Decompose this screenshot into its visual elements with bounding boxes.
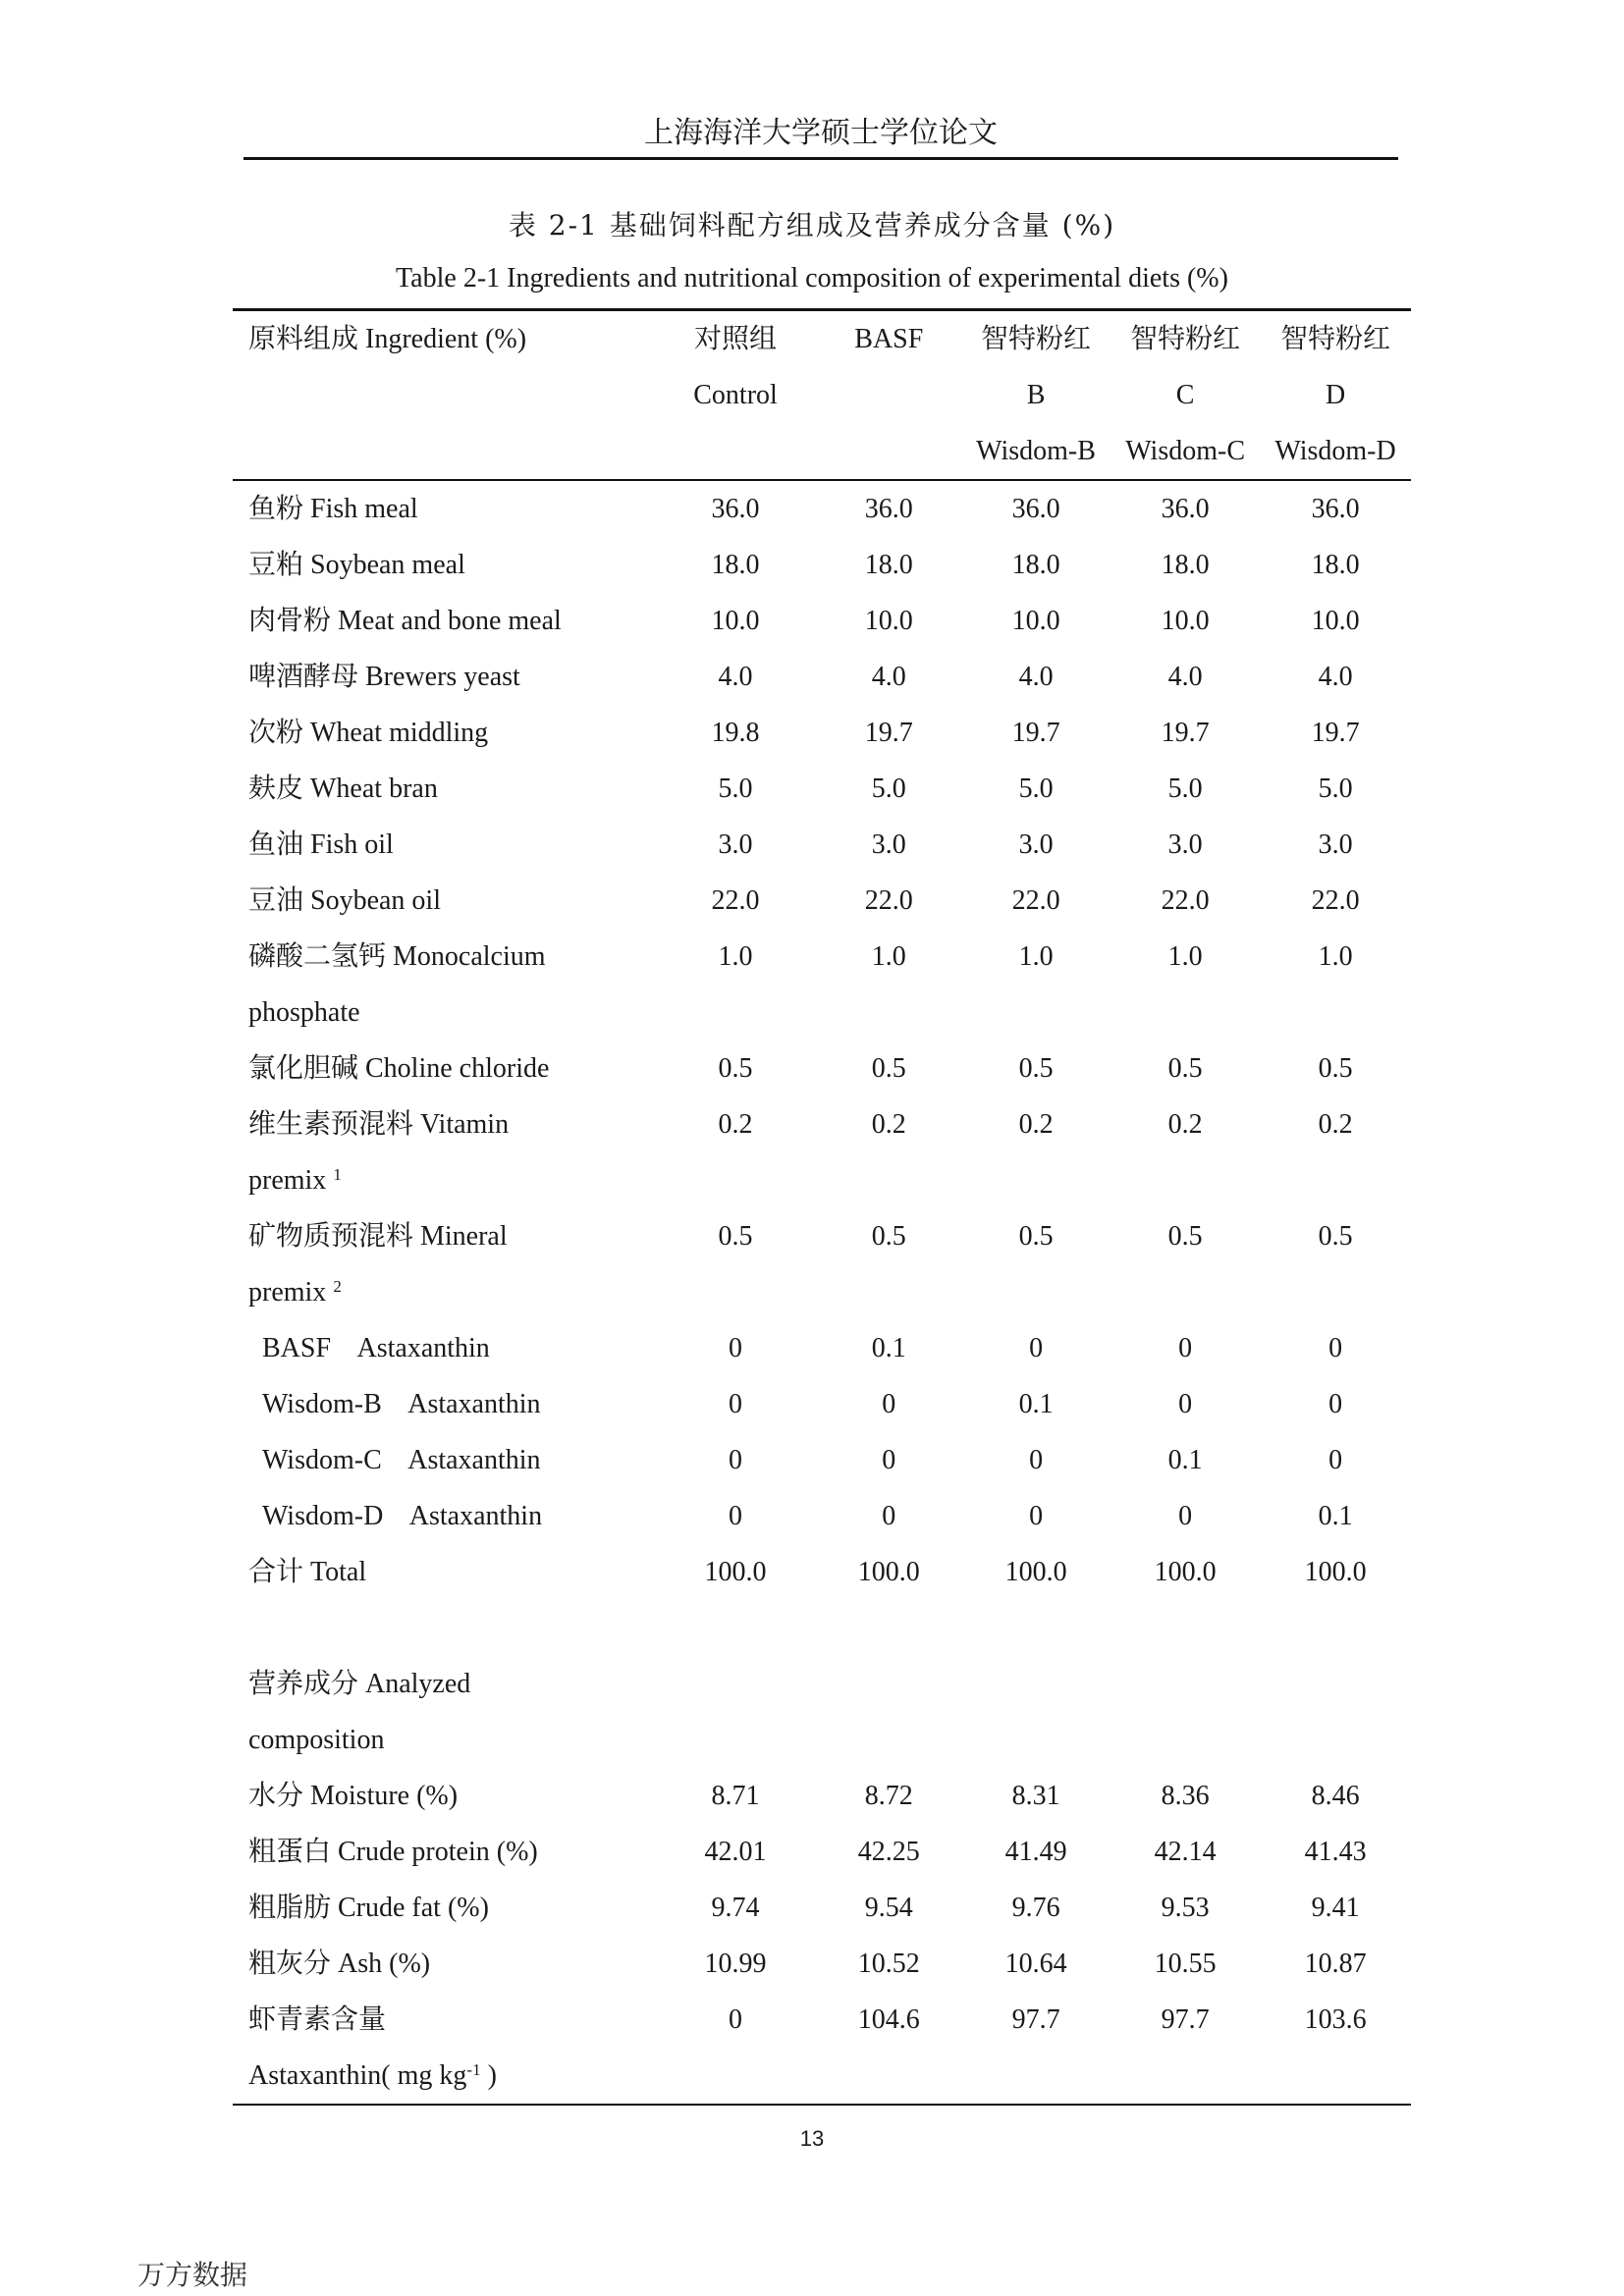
ingredient-cell: 啤酒酵母 Brewers yeast	[248, 662, 520, 692]
header-cell: Wisdom-C	[1110, 423, 1260, 480]
value-cell: 100.0	[1304, 1557, 1367, 1587]
value-cell: 3.0	[1018, 829, 1054, 860]
value-cell: 0.1	[871, 1333, 906, 1363]
running-header: 上海海洋大学硕士学位论文	[644, 117, 998, 149]
value-cell: 97.7	[1011, 2004, 1060, 2035]
value-cell: 100.0	[1154, 1557, 1217, 1587]
page-number: 13	[799, 2126, 825, 2151]
section-heading-cell: 营养成分 Analyzed	[248, 1669, 471, 1699]
value-cell: 19.7	[864, 718, 913, 748]
value-cell: 0.5	[1318, 1053, 1353, 1084]
table-row-wheat-bran	[233, 761, 1411, 817]
value-cell: 3.0	[1167, 829, 1203, 860]
value-cell: 10.0	[711, 606, 760, 636]
value-cell: 8.36	[1161, 1781, 1210, 1811]
value-cell: 0.5	[1018, 1221, 1054, 1252]
value-cell: 41.43	[1304, 1837, 1367, 1867]
header-cell: 智特粉红	[961, 310, 1110, 368]
value-cell: 0.5	[1018, 1053, 1054, 1084]
unit-exponent: -1	[466, 2060, 481, 2079]
diet-composition-table	[233, 308, 1411, 2106]
ingredient-cell: Wisdom-C Astaxanthin	[262, 1445, 541, 1475]
ingredient-text: premix	[248, 1165, 327, 1196]
header-cell: Wisdom-B	[961, 423, 1110, 480]
value-cell: 41.49	[1004, 1837, 1067, 1867]
value-cell: 0	[1178, 1333, 1193, 1363]
value-cell: 1.0	[871, 941, 906, 972]
header-cell: C	[1175, 380, 1195, 410]
value-cell: 0	[1328, 1333, 1343, 1363]
table-spacer-row	[233, 1600, 1411, 1656]
header-cell: BASF	[817, 310, 961, 368]
table-header-row	[233, 423, 1411, 480]
header-cell	[654, 423, 816, 480]
header-cell: Wisdom-D	[1260, 423, 1411, 480]
table-header-row	[233, 367, 1411, 423]
ingredient-cell: 豆油 Soybean oil	[248, 885, 441, 916]
table-row-astaxanthin-content	[233, 1992, 1411, 2048]
table-row-wisdom-c-astaxanthin	[233, 1432, 1411, 1488]
table-row-mineral-premix	[233, 1208, 1411, 1264]
header-cell: Control	[693, 380, 778, 410]
table-row-continuation	[233, 1712, 1411, 1768]
ingredient-cell-continued	[233, 2048, 654, 2105]
table-row-continuation	[233, 2048, 1411, 2105]
watermark-text: 万方数据	[137, 2259, 248, 2291]
value-cell: 3.0	[1318, 829, 1353, 860]
value-cell: 0.2	[1167, 1109, 1203, 1140]
value-cell: 1.0	[1167, 941, 1203, 972]
value-cell: 10.0	[1011, 606, 1060, 636]
value-cell: 0.5	[1167, 1053, 1203, 1084]
value-cell: 0.5	[871, 1221, 906, 1252]
value-cell: 10.64	[1004, 1949, 1067, 1979]
value-cell: 0.1	[1167, 1445, 1203, 1475]
value-cell: 8.71	[711, 1781, 760, 1811]
footnote-marker: 1	[333, 1165, 342, 1184]
value-cell: 4.0	[1318, 662, 1353, 692]
value-cell: 0	[729, 1501, 743, 1531]
value-cell: 9.74	[711, 1893, 760, 1923]
value-cell: 0.5	[1318, 1221, 1353, 1252]
ingredient-cell: 磷酸二氢钙 Monocalcium	[248, 941, 546, 972]
table-row-continuation	[233, 1264, 1411, 1320]
ingredient-cell-continued	[233, 1264, 654, 1320]
value-cell: 8.31	[1011, 1781, 1060, 1811]
value-cell: 0.5	[718, 1053, 753, 1084]
value-cell: 10.55	[1154, 1949, 1217, 1979]
value-cell: 42.01	[704, 1837, 767, 1867]
table-row-analyzed-heading	[233, 1656, 1411, 1712]
value-cell: 18.0	[1011, 550, 1060, 580]
value-cell: 0	[1178, 1389, 1193, 1419]
value-cell: 9.41	[1311, 1893, 1360, 1923]
value-cell: 0	[882, 1445, 896, 1475]
header-cell	[233, 423, 654, 480]
table-row-soybean-meal	[233, 537, 1411, 593]
value-cell: 5.0	[871, 774, 906, 804]
value-cell: 9.54	[864, 1893, 913, 1923]
table-row-moisture	[233, 1768, 1411, 1824]
table-row-fish-meal	[233, 480, 1411, 537]
table-row-fish-oil	[233, 817, 1411, 873]
value-cell: 10.0	[1161, 606, 1210, 636]
table-caption-chinese: 表 2-1 基础饲料配方组成及营养成分含量 (%)	[508, 209, 1116, 241]
ingredient-cell: 麸皮 Wheat bran	[248, 774, 438, 804]
ingredient-cell: 矿物质预混料 Mineral	[248, 1221, 508, 1252]
value-cell: 0.2	[1018, 1109, 1054, 1140]
header-cell: 对照组	[654, 310, 816, 368]
value-cell: 0.1	[1018, 1389, 1054, 1419]
ingredient-cell: 粗灰分 Ash (%)	[248, 1949, 431, 1979]
value-cell: 0.2	[718, 1109, 753, 1140]
ingredient-text: premix	[248, 1277, 327, 1308]
value-cell: 1.0	[1318, 941, 1353, 972]
unit-close: )	[480, 2060, 497, 2091]
ingredient-cell: Wisdom-D Astaxanthin	[262, 1501, 543, 1531]
value-cell: 36.0	[864, 494, 913, 524]
value-cell: 0	[1328, 1389, 1343, 1419]
table-row-continuation	[233, 985, 1411, 1041]
value-cell: 3.0	[718, 829, 753, 860]
table-row-wisdom-b-astaxanthin	[233, 1376, 1411, 1432]
value-cell: 97.7	[1161, 2004, 1210, 2035]
value-cell: 5.0	[1318, 774, 1353, 804]
value-cell: 36.0	[1311, 494, 1360, 524]
value-cell: 100.0	[1004, 1557, 1067, 1587]
table-row-choline-chloride	[233, 1041, 1411, 1096]
value-cell: 10.99	[704, 1949, 767, 1979]
value-cell: 22.0	[1011, 885, 1060, 916]
value-cell: 18.0	[1311, 550, 1360, 580]
ingredient-cell: 水分 Moisture (%)	[248, 1781, 459, 1811]
table-row-vitamin-premix	[233, 1096, 1411, 1152]
value-cell: 36.0	[1161, 494, 1210, 524]
value-cell: 9.76	[1011, 1893, 1060, 1923]
table-row-ash	[233, 1936, 1411, 1992]
ingredient-cell: 合计 Total	[248, 1557, 367, 1587]
table-row-crude-protein	[233, 1824, 1411, 1880]
value-cell: 10.52	[857, 1949, 920, 1979]
table-row-brewers-yeast	[233, 649, 1411, 705]
value-cell: 19.8	[711, 718, 760, 748]
table-row-crude-fat	[233, 1880, 1411, 1936]
value-cell: 0	[1029, 1445, 1044, 1475]
ingredient-cell: 氯化胆碱 Choline chloride	[248, 1053, 550, 1084]
ingredient-cell: 维生素预混料 Vitamin	[248, 1109, 510, 1140]
value-cell: 0	[1328, 1445, 1343, 1475]
table-row-meat-bone-meal	[233, 593, 1411, 649]
value-cell: 0.2	[871, 1109, 906, 1140]
value-cell: 3.0	[871, 829, 906, 860]
table-row-basf-astaxanthin	[233, 1320, 1411, 1376]
ingredient-cell-continued	[233, 1152, 654, 1208]
value-cell: 0.5	[718, 1221, 753, 1252]
value-cell: 4.0	[871, 662, 906, 692]
table-row-total	[233, 1544, 1411, 1600]
header-cell	[817, 423, 961, 480]
table-header-row	[233, 310, 1411, 368]
value-cell: 100.0	[704, 1557, 767, 1587]
header-cell: 原料组成 Ingredient (%)	[233, 310, 654, 368]
value-cell: 0.2	[1318, 1109, 1353, 1140]
value-cell: 5.0	[1018, 774, 1054, 804]
value-cell: 22.0	[711, 885, 760, 916]
value-cell: 36.0	[1011, 494, 1060, 524]
value-cell: 5.0	[1167, 774, 1203, 804]
value-cell: 19.7	[1011, 718, 1060, 748]
value-cell: 1.0	[1018, 941, 1054, 972]
value-cell: 8.46	[1311, 1781, 1360, 1811]
value-cell: 18.0	[711, 550, 760, 580]
value-cell: 36.0	[711, 494, 760, 524]
value-cell: 104.6	[857, 2004, 920, 2035]
value-cell: 8.72	[864, 1781, 913, 1811]
table-row-continuation	[233, 1152, 1411, 1208]
value-cell: 42.25	[857, 1837, 920, 1867]
value-cell: 22.0	[1311, 885, 1360, 916]
value-cell: 19.7	[1161, 718, 1210, 748]
value-cell: 5.0	[718, 774, 753, 804]
value-cell: 0.1	[1318, 1501, 1353, 1531]
value-cell: 0	[729, 2004, 743, 2035]
value-cell: 100.0	[857, 1557, 920, 1587]
value-cell: 9.53	[1161, 1893, 1210, 1923]
ingredient-cell: 次粉 Wheat middling	[248, 718, 489, 748]
value-cell: 0	[729, 1389, 743, 1419]
value-cell: 103.6	[1304, 2004, 1367, 2035]
value-cell: 18.0	[1161, 550, 1210, 580]
header-cell: 智特粉红	[1110, 310, 1260, 368]
header-cell	[233, 367, 654, 423]
ingredient-cell: 肉骨粉 Meat and bone meal	[248, 606, 562, 636]
value-cell: 0.5	[871, 1053, 906, 1084]
ingredient-cell: 豆粕 Soybean meal	[248, 550, 465, 580]
table-row-soybean-oil	[233, 873, 1411, 929]
section-heading-cell-continued: composition	[248, 1725, 385, 1755]
value-cell: 0	[882, 1389, 896, 1419]
unit-text: Astaxanthin( mg kg	[248, 2060, 467, 2091]
ingredient-cell: BASF Astaxanthin	[262, 1333, 490, 1363]
value-cell: 1.0	[718, 941, 753, 972]
header-rule	[244, 157, 1398, 160]
value-cell: 4.0	[1018, 662, 1054, 692]
value-cell: 0	[1178, 1501, 1193, 1531]
header-cell: B	[1026, 380, 1046, 410]
value-cell: 0	[882, 1501, 896, 1531]
value-cell: 10.87	[1304, 1949, 1367, 1979]
header-cell	[817, 367, 961, 423]
value-cell: 10.0	[1311, 606, 1360, 636]
footnote-marker: 2	[333, 1277, 342, 1296]
ingredient-cell: 鱼粉 Fish meal	[248, 494, 418, 524]
value-cell: 0	[729, 1333, 743, 1363]
value-cell: 18.0	[864, 550, 913, 580]
value-cell: 0	[1029, 1333, 1044, 1363]
value-cell: 22.0	[864, 885, 913, 916]
ingredient-cell-continued: phosphate	[248, 997, 360, 1028]
table-caption-english: Table 2-1 Ingredients and nutritional composition of experimental diets (%)	[396, 263, 1228, 294]
table-row-wheat-middling	[233, 705, 1411, 761]
header-cell: 智特粉红	[1260, 310, 1411, 368]
value-cell: 0	[1029, 1501, 1044, 1531]
value-cell: 4.0	[718, 662, 753, 692]
ingredient-cell: 虾青素含量	[248, 2004, 387, 2035]
table-row-monocalcium-phosphate	[233, 929, 1411, 985]
value-cell: 22.0	[1161, 885, 1210, 916]
ingredient-cell: 鱼油 Fish oil	[248, 829, 394, 860]
value-cell: 0.5	[1167, 1221, 1203, 1252]
header-cell: D	[1325, 380, 1346, 410]
ingredient-cell: 粗蛋白 Crude protein (%)	[248, 1837, 538, 1867]
value-cell: 19.7	[1311, 718, 1360, 748]
value-cell: 4.0	[1167, 662, 1203, 692]
value-cell: 42.14	[1154, 1837, 1217, 1867]
table-row-wisdom-d-astaxanthin	[233, 1488, 1411, 1544]
value-cell: 10.0	[864, 606, 913, 636]
ingredient-cell: 粗脂肪 Crude fat (%)	[248, 1893, 489, 1923]
ingredient-cell: Wisdom-B Astaxanthin	[262, 1389, 541, 1419]
value-cell: 0	[729, 1445, 743, 1475]
